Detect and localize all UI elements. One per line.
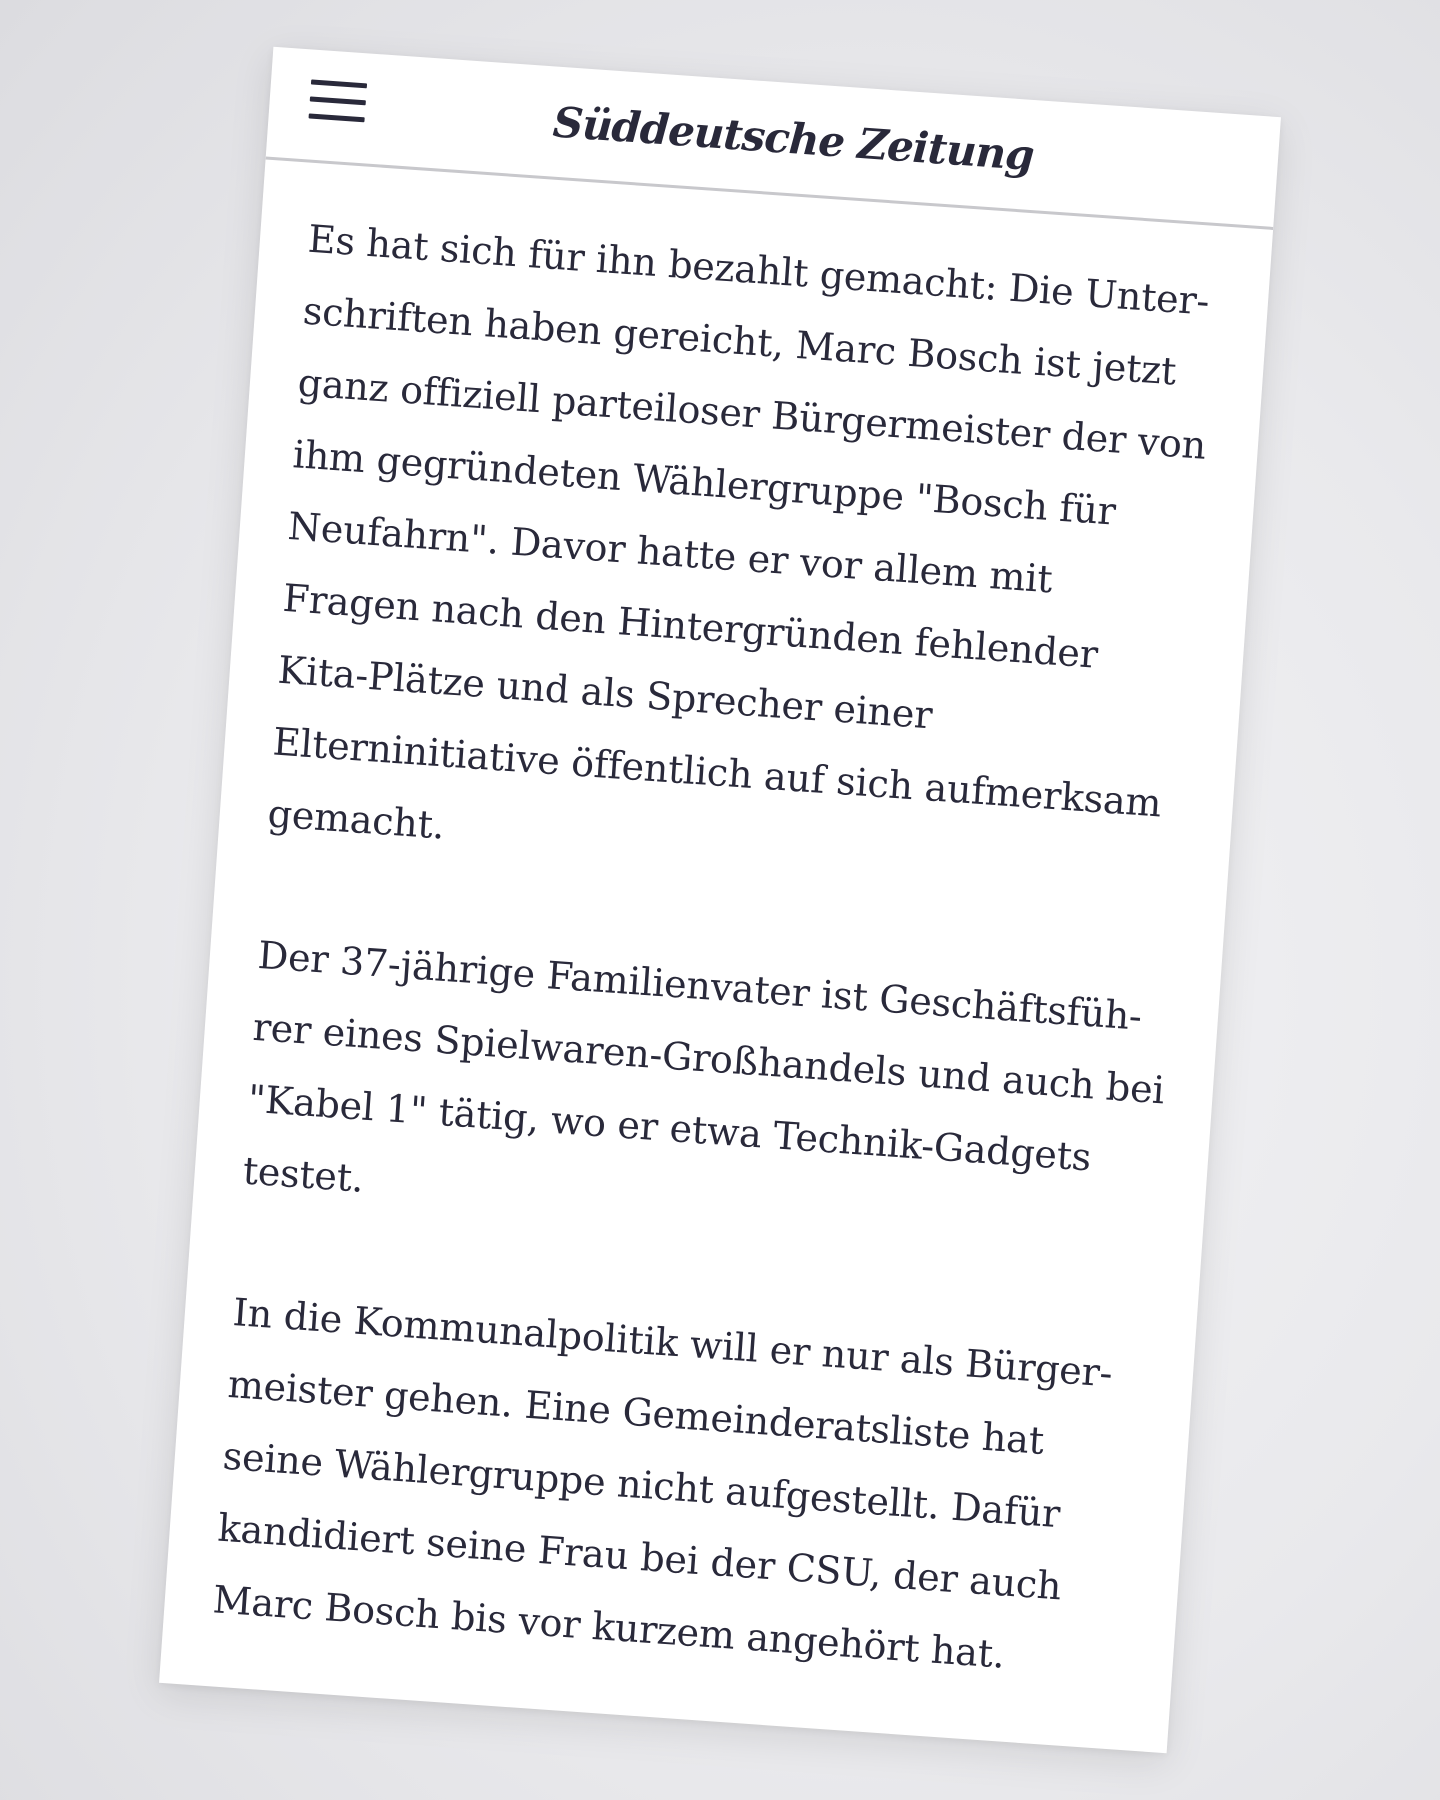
article-body: [163, 159, 1274, 1702]
hamburger-menu-icon[interactable]: [308, 79, 367, 127]
article-paragraph: In die Kommunalpolitik will er nur als Bürgermeister gehen. Eine Gemeinderatsliste hat seine Wählergruppe nicht aufgestellt. Dafür kandidiert seine Frau bei der CSU, der auch Marc Bosch bis vor kurzem angehört hat.: [211, 1290, 1114, 1677]
article-paragraph: Es hat sich für ihn bezahlt gemacht: Die Unterschriften haben gereicht, Marc Bosch ist jetzt ganz offiziell parteiloser Bürgermeister der von ihm gegründeten Wählergruppe "Bosch für Neufahrn". Davor hatte er vor allem mit Fragen nach den Hintergründen fehlender Kita-Plätze und als Sprecher einer Elterninitiative öffentlich auf sich aufmerksam gemacht.: [266, 216, 1211, 848]
menu-bar: [310, 96, 366, 105]
article-paragraph: Der 37-jährige Familienvater ist Geschäftsführer eines Spielwaren-Großhandels und auch bei "Kabel 1" tätig, wo er etwa Technik-Gadgets testet.: [241, 932, 1166, 1201]
article-footer: [159, 1682, 1167, 1753]
menu-bar: [311, 79, 367, 88]
menu-bar: [309, 113, 365, 122]
phone-screen: [159, 47, 1281, 1753]
feedback-link[interactable]: Feedback: [547, 1709, 675, 1753]
site-logo[interactable]: Süddeutsche Zeitung: [551, 97, 1036, 180]
source-credit: © SZ vom 13.02.2020 / bg: [204, 1693, 510, 1745]
